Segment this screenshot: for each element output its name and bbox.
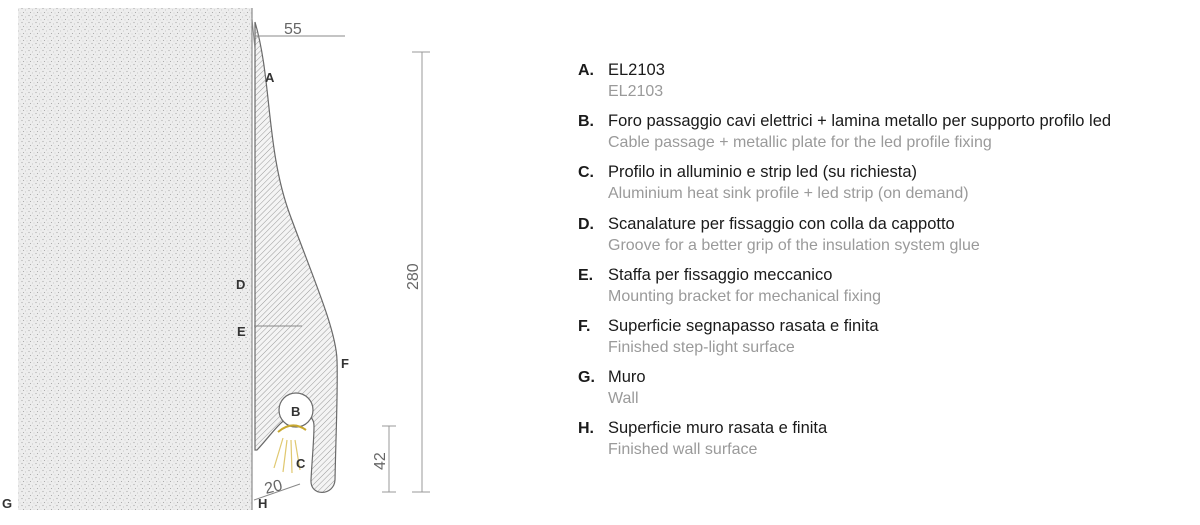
legend-english: Finished wall surface — [608, 441, 758, 459]
legend-item-g — [578, 367, 1193, 418]
legend-english: Aluminium heat sink profile + led strip (on demand) — [608, 185, 969, 203]
legend-item-h — [578, 418, 1193, 469]
label-c: C — [296, 456, 306, 471]
legend-english: Groove for a better grip of the insulation system glue — [608, 236, 980, 254]
legend-english: Wall — [608, 390, 639, 408]
legend-letter: H. — [578, 420, 594, 438]
legend-italian: Superficie muro rasata e finita — [608, 419, 828, 438]
legend-italian: Scanalature per fissaggio con colla da cappotto — [608, 214, 955, 233]
label-a: A — [265, 70, 275, 85]
legend-italian: Staffa per fissaggio meccanico — [608, 265, 833, 284]
label-g: G — [2, 496, 13, 511]
legend-english: Finished step-light surface — [608, 338, 795, 356]
label-d: D — [236, 277, 246, 292]
dim-depth-text: 20 — [262, 477, 285, 498]
legend-letter: F. — [578, 317, 591, 335]
wall — [18, 8, 252, 510]
dim-height-text: 280 — [405, 263, 422, 290]
section-diagram — [0, 0, 560, 525]
legend-item-f — [578, 316, 1193, 367]
legend-letter: B. — [578, 113, 594, 131]
legend-italian: Muro — [608, 368, 646, 387]
legend-italian: EL2103 — [608, 61, 665, 79]
legend-english: EL2103 — [608, 83, 664, 100]
legend-item-a — [578, 60, 1193, 111]
led-profile — [278, 425, 306, 432]
legend-italian: Foro passaggio cavi elettrici + lamina metallo per supporto profilo led — [608, 112, 1112, 131]
dim-bottom — [372, 426, 396, 492]
legend-item-e — [578, 265, 1193, 316]
legend-letter: A. — [578, 62, 594, 79]
legend — [578, 60, 1193, 470]
legend-letter: C. — [578, 164, 594, 182]
legend-letter: E. — [578, 266, 594, 284]
label-b: B — [291, 404, 301, 419]
label-h: H — [258, 496, 268, 511]
dim-top — [252, 18, 345, 50]
legend-english: Cable passage + metallic plate for the led profile fixing — [608, 134, 992, 152]
dim-height — [405, 52, 430, 492]
legend-item-b — [578, 111, 1193, 162]
legend-letter: D. — [578, 215, 594, 233]
legend-item-d — [578, 214, 1193, 265]
legend-italian: Superficie segnapasso rasata e finita — [608, 316, 879, 335]
legend-letter: G. — [578, 369, 595, 387]
dim-bottom-text: 42 — [372, 452, 389, 470]
legend-item-c — [578, 162, 1193, 213]
label-e: E — [237, 324, 246, 339]
legend-italian: Profilo in alluminio e strip led (su richiesta) — [608, 163, 918, 182]
label-f: F — [341, 356, 349, 371]
legend-english: Mounting bracket for mechanical fixing — [608, 287, 882, 305]
dim-top-text: 55 — [284, 21, 302, 38]
